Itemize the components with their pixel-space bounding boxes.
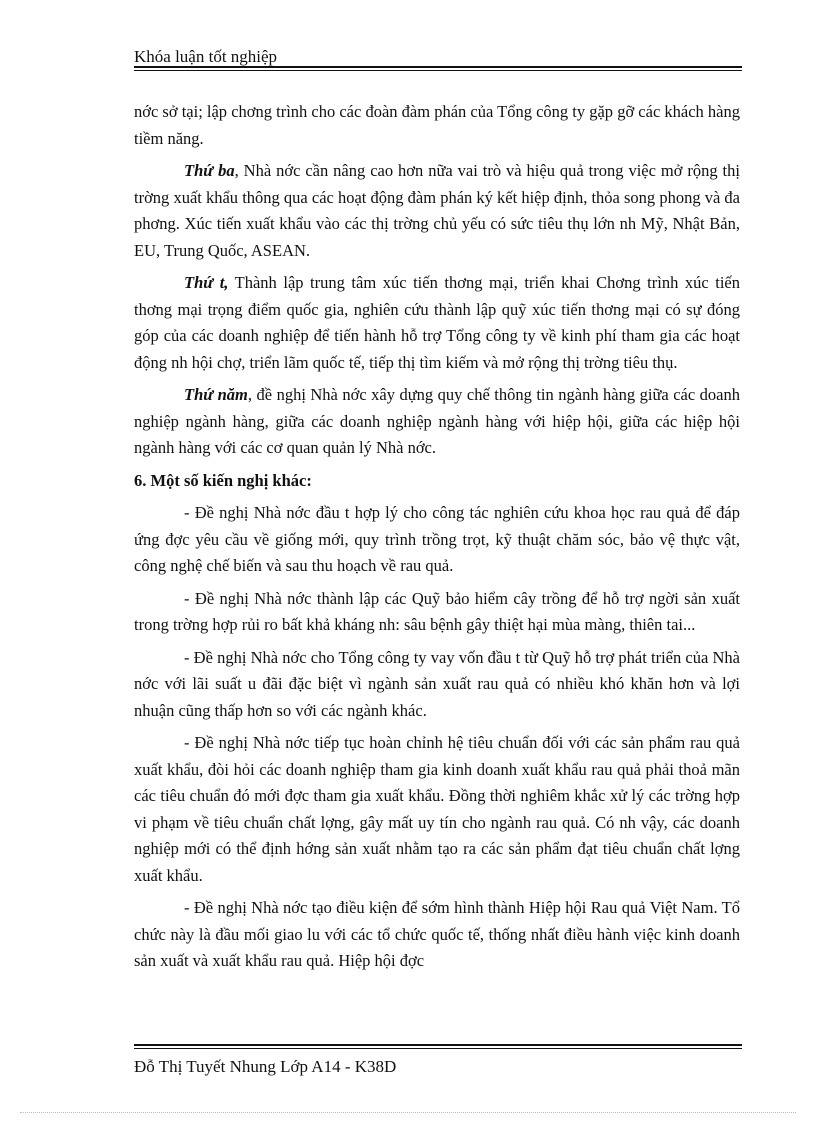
page-edge-divider [20,1112,796,1113]
paragraph-text: , Nhà nớc cần nâng cao hơn nữa vai trò và hiệu quả trong việc mở rộng thị trờng xuất khẩu thông qua các hoạt động đàm phán ký kết hiệp định, thỏa song phong và đa phơng. Xúc tiến xuất khẩu vào các thị trờng chủ yếu có sức tiêu thụ lớn nh Mỹ, Nhật Bản, EU, Trung Quốc, ASEAN. [134,161,740,260]
recommendation-item: - Đề nghị Nhà nớc cho Tổng công ty vay vốn đầu t từ Quỹ hỗ trợ phát triển của Nhà nớc với lãi suất u đãi đặc biệt vì ngành sản xuất rau quả có nhiều khó khăn hơn và lợi nhuận cũng thấp hơn so với các ngành khác. [134,647,740,720]
section-heading: 6. Một số kiến nghị khác: [134,470,312,490]
page-header [134,46,740,68]
footer-rule [134,1044,742,1049]
paragraph-lead: Thứ t, [184,273,229,292]
recommendation-item: - Đề nghị Nhà nớc thành lập các Quỹ bảo hiểm cây trồng để hỗ trợ ngời sản xuất trong trờng hợp rủi ro bất khả kháng nh: sâu bệnh gây thiệt hại mùa màng, thiên tai... [134,588,740,634]
paragraph-text: , đề nghị Nhà nớc xây dựng quy chế thông tin ngành hàng giữa các doanh nghiệp ngành hàng, giữa các doanh nghiệp ngành hàng với hiệp hội, giữa các hiệp hội ngành hàng với các cơ quan quản lý Nhà nớc. [134,385,740,457]
paragraph-text: nớc sở tại; lập chơng trình cho các đoàn đàm phán của Tổng công ty gặp gỡ các khách hàng tiềm năng. [134,102,740,148]
recommendation-item: - Đề nghị Nhà nớc tạo điều kiện để sớm hình thành Hiệp hội Rau quả Việt Nam. Tổ chức này là đầu mối giao lu với các tổ chức quốc tế, thống nhất điều hành việc kinh doanh sản xuất và xuất khẩu rau quả. Hiệp hội đợc [134,898,740,970]
page-footer [134,1056,740,1078]
recommendation-item: - Đề nghị Nhà nớc tiếp tục hoàn chỉnh hệ tiêu chuẩn đối với các sản phẩm rau quả xuất khẩu, đòi hỏi các doanh nghiệp tham gia kinh doanh xuất khẩu rau quả phải thoả mãn các tiêu chuẩn đó mới đợc tham gia xuất khẩu. Đồng thời nghiêm khắc xử lý các trờng hợp vi phạm về tiêu chuẩn chất lợng, gây mất uy tín cho ngành rau quả. Có nh vậy, các doanh nghiệp mới có thể định hớng sản xuất nhằm tạo ra các sản phẩm đạt tiêu chuẩn chất lợng xuất khẩu. [134,733,740,885]
footer-author: Đỗ Thị Tuyết Nhung Lớp A14 - K38D [134,1057,397,1076]
document-body [134,99,740,981]
paragraph-text: Thành lập trung tâm xúc tiến thơng mại, triển khai Chơng trình xúc tiến thơng mại trọng điểm quốc gia, nghiên cứu thành lập quỹ xúc tiến thơng mại có sự đóng góp của các doanh nghiệp để tiến hành hỗ trợ Tổng công ty về kinh phí tham gia các hoạt động nh hội chợ, triển lãm quốc tế, tiếp thị tìm kiếm và mở rộng thị trờng tiêu thụ. [134,273,740,372]
paragraph-lead: Thứ năm [184,385,248,404]
header-title: Khóa luận tốt nghiệp [134,47,278,66]
paragraph-lead: Thứ ba [184,161,235,180]
paragraph [134,382,740,462]
header-rule [134,66,742,71]
paragraph [134,99,740,152]
paragraph [134,270,740,376]
recommendation-item: - Đề nghị Nhà nớc đầu t hợp lý cho công tác nghiên cứu khoa học rau quả để đáp ứng đợc yêu cầu về giống mới, quy trình trồng trọt, kỹ thuật chăm sóc, bảo vệ thực vật, công nghệ chế biến và sau thu hoạch về rau quả. [134,503,740,575]
paragraph [134,158,740,264]
